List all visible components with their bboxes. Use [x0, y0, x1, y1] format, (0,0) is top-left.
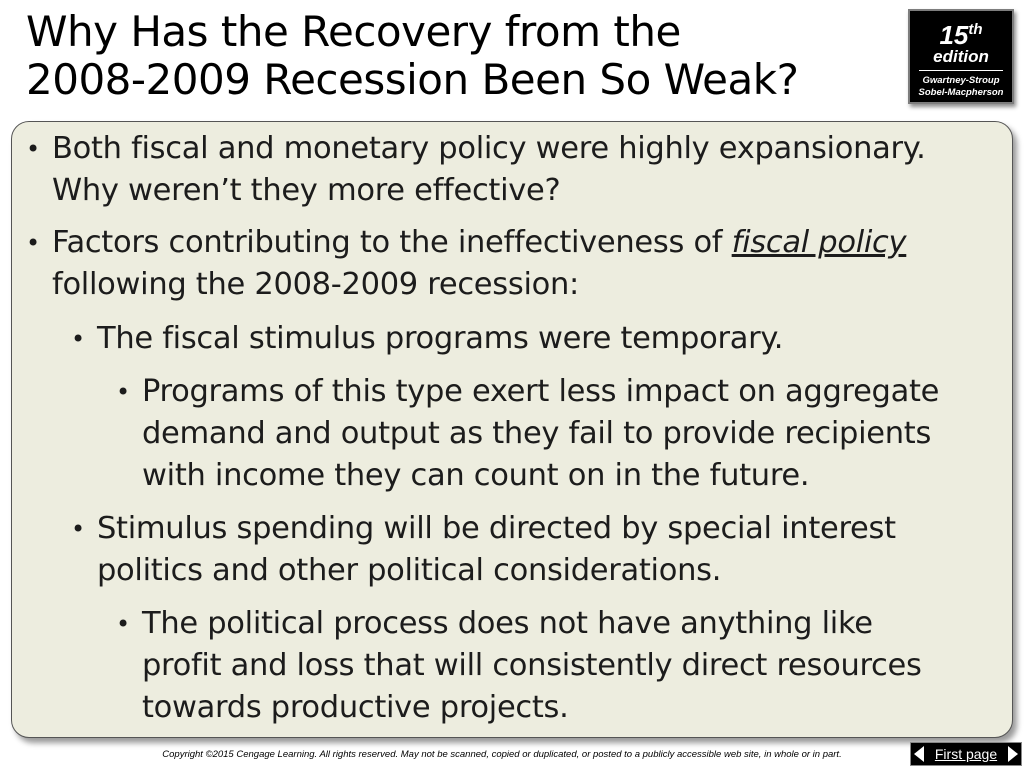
bullet-line: politics and other political considerations.: [97, 553, 722, 588]
bullet-item: [26, 222, 907, 306]
title-line-2: 2008-2009 Recession Been So Weak?: [26, 55, 799, 104]
bullet-dot: •: [116, 378, 130, 406]
bullet-line: The fiscal stimulus programs were temporary.: [97, 321, 784, 356]
bullet-dot: •: [116, 610, 130, 638]
bullet-text: Factors contributing to the ineffectiveness of: [52, 225, 732, 260]
bullet-item: [71, 318, 784, 360]
bullet-line: demand and output as they fail to provide recipients: [142, 416, 932, 451]
emphasis-text: fiscal policy: [731, 225, 907, 260]
bullet-dot: •: [71, 325, 85, 353]
edition-word: edition: [933, 47, 989, 66]
bullet-line: following the 2008-2009 recession:: [52, 267, 579, 302]
author-line-2: Sobel-Macpherson: [918, 87, 1004, 98]
bullet-line: The political process does not have anything like: [142, 606, 873, 641]
bullet-line: [52, 222, 906, 264]
bullet-line: with income they can count on in the future.: [142, 458, 810, 493]
first-page-button[interactable]: [910, 742, 1022, 766]
slide-title: [26, 8, 886, 104]
bullet-item: [26, 128, 926, 212]
bullet-item: [71, 508, 896, 592]
arrow-right-icon: [1008, 746, 1018, 762]
bullet-item: [116, 603, 922, 729]
bullet-dot: •: [26, 229, 40, 257]
bullet-line: towards productive projects.: [142, 690, 569, 725]
bullet-line: profit and loss that will consistently direct resources: [142, 648, 922, 683]
title-line-1: Why Has the Recovery from the: [26, 7, 681, 56]
bullet-line: Programs of this type exert less impact on aggregate: [142, 374, 940, 409]
bullet-line: Why weren’t they more effective?: [52, 173, 561, 208]
bullet-line: Both fiscal and monetary policy were highly expansionary.: [52, 131, 926, 166]
first-page-label: First page: [934, 746, 998, 762]
bullet-line: Stimulus spending will be directed by special interest: [97, 511, 896, 546]
edition-badge: [908, 9, 1014, 104]
arrow-left-icon: [914, 746, 924, 762]
copyright-notice: Copyright ©2015 Cengage Learning. All rights reserved. May not be scanned, copied or duplicated, or posted to a publicly accessible web site, in whole or in part.: [162, 749, 842, 760]
author-line-1: Gwartney-Stroup: [922, 75, 1000, 86]
bullet-dot: •: [26, 135, 40, 163]
bullet-item: [116, 371, 940, 497]
edition-number: 15th: [939, 20, 983, 50]
bullet-dot: •: [71, 515, 85, 543]
edition-divider: [919, 70, 1003, 71]
